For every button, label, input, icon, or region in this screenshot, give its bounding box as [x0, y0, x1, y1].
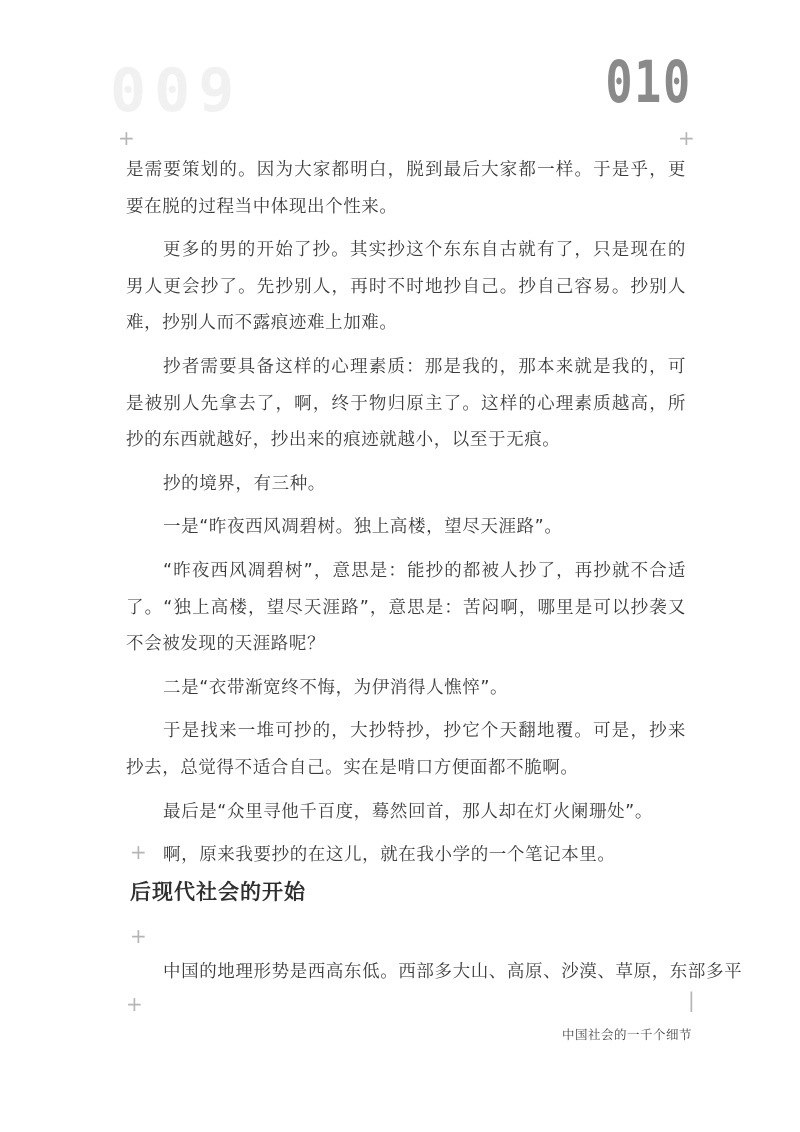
running-footer-book-title: 中国社会的一千个细节	[561, 1027, 692, 1042]
previous-page-number-bleed: 009	[110, 56, 243, 126]
crop-mark-heading-left: +	[130, 924, 147, 948]
paragraph: 抄者需要具备这样的心理素质：那是我的，那本来就是我的，可是被别人先拿去了，啊，终于物归原主了。这样的心理素质越高，所抄的东西就越好，抄出来的痕迹就越小，以至于无痕。	[126, 356, 686, 451]
paragraph: “昨夜西风凋碧树”，意思是：能抄的都被人抄了，再抄就不合适了。“独上高楼，望尽天涯路”，意思是：苦闷啊，哪里是可以抄袭又不会被发现的天涯路呢？	[126, 560, 686, 655]
paragraph: 一是“昨夜西风凋碧树。独上高楼，望尽天涯路”。	[163, 517, 563, 538]
paragraph: 抄的境界，有三种。	[163, 473, 326, 494]
crop-mark-top-left: +	[118, 126, 135, 150]
paragraph: 更多的男的开始了抄。其实抄这个东东自古就有了，只是现在的男人更会抄了。先抄别人，再时不时地抄自己。抄自己容易。抄别人难，抄别人而不露痕迹难上加难。	[126, 240, 686, 334]
paragraph: 于是找来一堆可抄的，大抄特抄，抄它个天翻地覆。可是，抄来抄去，总觉得不适合自己。实在是啃口方便面都不脆啊。	[126, 721, 686, 778]
crop-mark-bottom-right: |	[688, 988, 695, 1012]
crop-mark-top-right: +	[678, 126, 695, 150]
paragraph: 是需要策划的。因为大家都明白，脱到最后大家都一样。于是乎，更要在脱的过程当中体现出个性来。	[126, 160, 686, 217]
crop-mark-bottom-left: +	[126, 992, 143, 1016]
paragraph: 二是“衣带渐宽终不悔，为伊消得人憔悴”。	[163, 677, 509, 698]
crop-mark-mid-left: +	[130, 840, 147, 864]
page-number: 010	[605, 48, 692, 116]
body-text	[126, 152, 686, 881]
section-heading: 后现代社会的开始	[130, 880, 306, 904]
section-first-paragraph: 中国的地理形势是西高东低。西部多大山、高原、沙漠、草原，东部多平	[163, 962, 743, 982]
paragraph: 啊，原来我要抄的在这儿，就在我小学的一个笔记本里。	[163, 845, 616, 866]
paragraph: 最后是“众里寻他千百度，蓦然回首，那人却在灯火阑珊处”。	[163, 801, 653, 822]
